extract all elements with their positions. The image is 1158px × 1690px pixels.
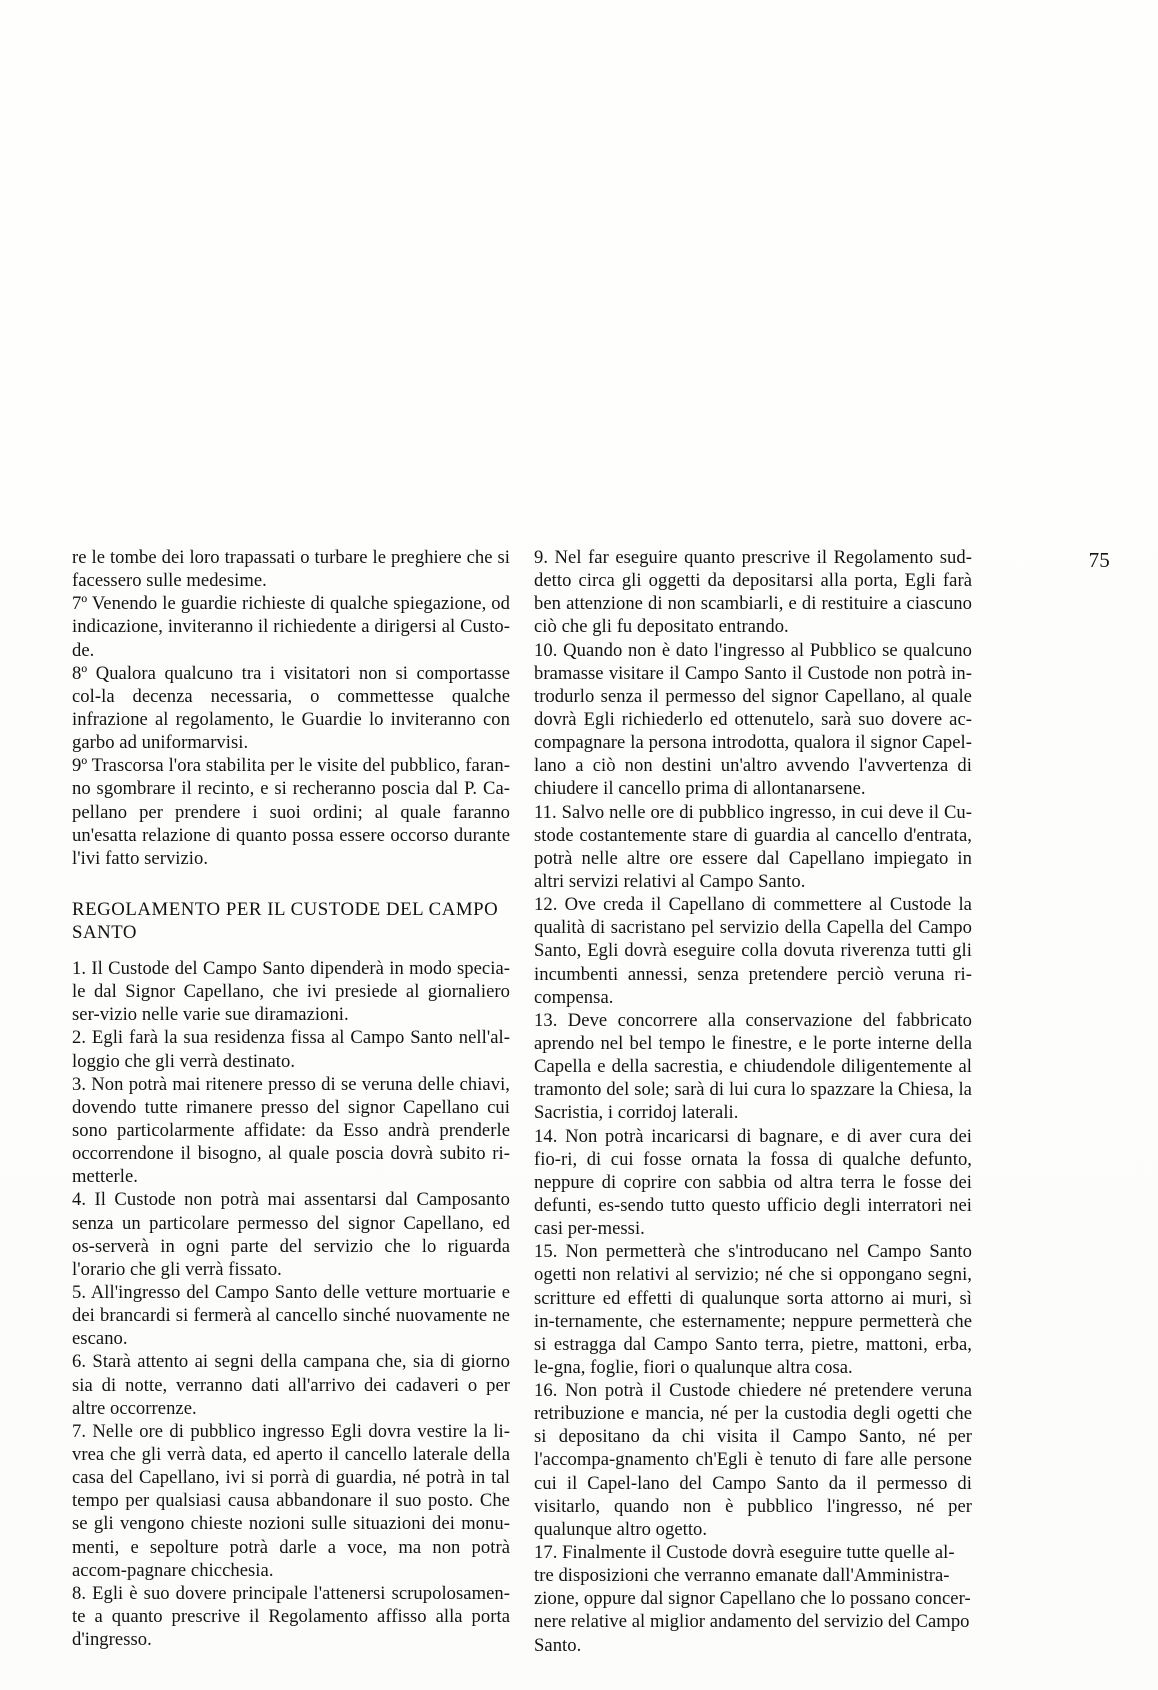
paragraph-article-7o: 7º Venendo le guardie richieste di qualche spiegazione, od indicazione, inviteranno il richiedente a dirigersi al Custo-de.	[72, 593, 510, 661]
paragraph-continued: re le tombe dei loro trapassati o turbare le preghiere che si facessero sulle medesime.	[72, 547, 510, 592]
paragraph-article-14: 14. Non potrà incaricarsi di bagnare, e di aver cura dei fio-ri, di cui fosse ornata la fossa di qualche defunto, neppure di coprire con sabbia od altra terra le fosse dei defunti, es-sendo tutto questo ufficio degli interratori nei casi per-messi.	[534, 1125, 972, 1240]
two-column-layout	[72, 546, 972, 1657]
paragraph-article-8: 8. Egli è suo dovere principale l'attenersi scrupolosamen-te a quanto prescrive il Regolamento affisso alla porta d'ingresso.	[72, 1582, 510, 1651]
paragraph-article-17: 17. Finalmente il Custode dovrà eseguire tutte quelle al-tre disposizioni che verranno emanate dall'Amministra-zione, oppure dal signor Capellano che lo possano concer-nere relative al miglior andamento del servizio del Campo Santo.	[534, 1542, 971, 1656]
paragraph-article-6: 6. Starà attento ai segni della campana che, sia di giorno sia di notte, verranno dati all'arrivo dei cadaveri o per altre occorrenze.	[72, 1351, 510, 1419]
page-content	[72, 546, 1086, 1657]
page-number: 75	[1088, 548, 1110, 572]
paragraph-article-8o: 8º Qualora qualcuno tra i visitatori non si comportasse col-la decenza necessaria, o commettesse qualche infrazione al regolamento, le Guardie lo inviteranno con garbo ad uniformarvisi.	[72, 662, 510, 754]
paragraph-article-5: 5. All'ingresso del Campo Santo delle vetture mortuarie e dei brancardi si fermerà al cancello sinché nuovamente ne escano.	[72, 1282, 510, 1350]
paragraph-article-12: 12. Ove creda il Capellano di commettere al Custode la qualità di sacristano pel servizio della Capella del Campo Santo, Egli dovrà eseguire colla dovuta riverenza tutti gli incumbenti annessi, senza pretendere perciò veruna ri-compensa.	[534, 894, 972, 1008]
left-column	[72, 546, 510, 1657]
paragraph-article-1: 1. Il Custode del Campo Santo dipenderà in modo specia-le dal Signor Capellano, che ivi presiede al giornaliero ser-vizio nelle varie sue diramazioni.	[72, 958, 510, 1026]
paragraph-article-3: 3. Non potrà mai ritenere presso di se veruna delle chiavi, dovendo tutte rimanere presso del signor Capellano cui sono particolarmente affidate: da Esso andrà prenderle occorrendone il bisogno, al quale poscia dovrà subito ri-metterle.	[72, 1073, 510, 1188]
paragraph-article-9o: 9º Trascorsa l'ora stabilita per le visite del pubblico, faran-no sgombrare il recinto, e si recheranno poscia dal P. Ca-pellano per prendere i suoi ordini; al quale faranno un'esatta relazione di quanto possa essere occorso durante l'ivi fatto servizio.	[72, 755, 510, 869]
right-column	[534, 546, 972, 1657]
paragraph-article-4: 4. Il Custode non potrà mai assentarsi dal Camposanto senza un particolare permesso del signor Capellano, ed os-serverà in ogni parte del servizio che lo riguarda l'orario che gli verrà fissato.	[72, 1189, 510, 1280]
paragraph-article-15: 15. Non permetterà che s'introducano nel Campo Santo ogetti non relativi al servizio; né che si oppongano segni, scritture ed effetti di qualunque sorta attorno ai muri, sì in-ternamente, che esternamente; neppure permetterà che si estragga dal Campo Santo terra, pietre, mattoni, erba, le-gna, foglie, fiori o qualunque altra cosa.	[534, 1241, 972, 1378]
paragraph-article-2: 2. Egli farà la sua residenza fissa al Campo Santo nell'al-loggio che gli verrà destinato.	[72, 1027, 510, 1072]
paragraph-article-11: 11. Salvo nelle ore di pubblico ingresso, in cui deve il Cu-stode costantemente stare di guardia al cancello d'entrata, potrà nelle altre ore essere dal Capellano impiegato in altri servizi relativi al Campo Santo.	[534, 801, 972, 892]
paragraph-article-7: 7. Nelle ore di pubblico ingresso Egli dovra vestire la li-vrea che gli verrà data, ed aperto il cancello laterale della casa del Capellano, ivi si porrà di guardia, né potrà in tal tempo per qualsiasi causa abbandonare il suo posto. Che se gli vengono chieste nozioni sulle situazioni dei monu-menti, e sepolture potrà darle a voce, ma non potrà accom-pagnare chicchesia.	[72, 1420, 510, 1581]
section-heading: REGOLAMENTO PER IL CUSTODE DEL CAMPO SANTO	[72, 898, 499, 943]
paragraph-article-10: 10. Quando non è dato l'ingresso al Pubblico se qualcuno bramasse visitare il Campo Santo il Custode non potrà in-trodurlo senza il permesso del signor Capellano, al quale dovrà Egli richiederlo ed ottenutelo, sarà suo dovere ac-compagnare la persona introdotta, qualora il signor Capel-lano a ciò non destini un'altro avvendo l'avvertenza di chiudere il cancello prima di allontanarsene.	[534, 639, 972, 800]
paragraph-article-16: 16. Non potrà il Custode chiedere né pretendere veruna retribuzione e mancia, né per la custodia degli ogetti che si depositano da chi visita il Campo Santo, né per l'accompa-gnamento ch'Egli è tenuto di fare alle persone cui il Capel-lano del Campo Santo da il permesso di visitarlo, quando non è pubblico l'ingresso, né per qualunque altro ogetto.	[534, 1380, 972, 1540]
paragraph-article-9: 9. Nel far eseguire quanto prescrive il Regolamento sud-detto circa gli oggetti da depositarsi alla porta, Egli farà ben attenzione di non scambiarli, e di restituire a ciascuno ciò che gli fu depositato entrando.	[534, 547, 972, 638]
paragraph-article-13: 13. Deve concorrere alla conservazione del fabbricato aprendo nel bel tempo le finestre, e le porte interne della Capella e della sacrestia, e chiudendole diligentemente al tramonto del sole; sarà di lui cura lo spazzare la Chiesa, la Sacristia, i corridoj laterali.	[534, 1009, 972, 1124]
